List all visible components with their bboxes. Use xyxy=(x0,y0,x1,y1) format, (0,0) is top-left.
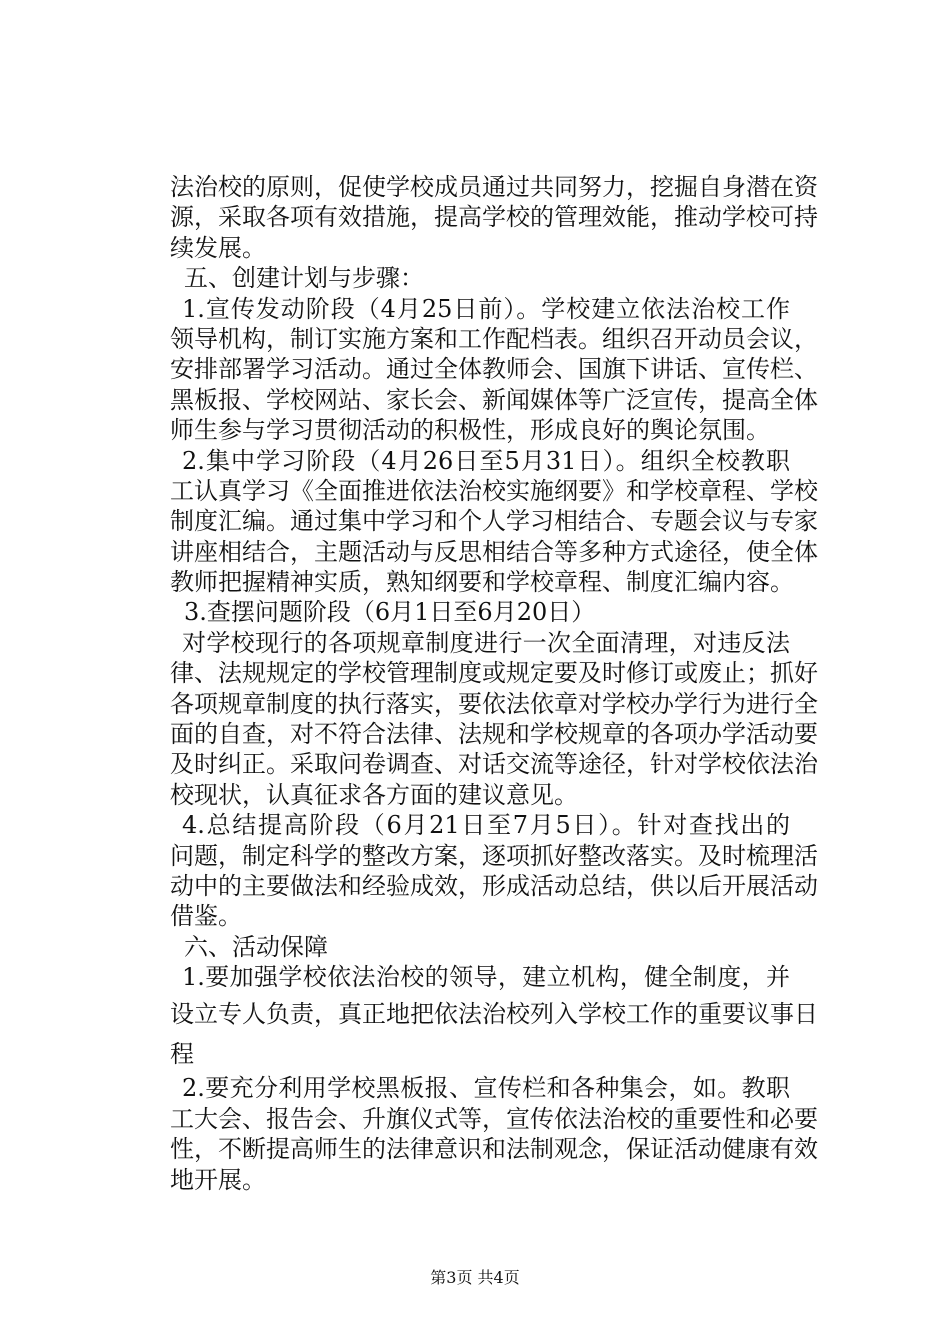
text-line: 律、法规规定的学校管理制度或规定要及时修订或废止；抓好 xyxy=(170,659,818,688)
text-line: 动中的主要做法和经验成效，形成活动总结，供以后开展活动 xyxy=(170,871,818,900)
text-line: 1.宣传发动阶段（4月25日前）。学校建立依法治校工作 xyxy=(182,294,790,323)
text-line: 领导机构，制订实施方案和工作配档表。组织召开动员会议， xyxy=(170,324,818,353)
text-line: 对学校现行的各项规章制度进行一次全面清理，对违反法 xyxy=(182,628,790,657)
text-line: 各项规章制度的执行落实，要依法依章对学校办学行为进行全 xyxy=(170,689,818,718)
text-line: 安排部署学习活动。通过全体教师会、国旗下讲话、宣传栏、 xyxy=(170,355,818,384)
text-line: 师生参与学习贯彻活动的积极性，形成良好的舆论氛围。 xyxy=(170,416,770,445)
text-line: 教师把握精神实质，熟知纲要和学校章程、制度汇编内容。 xyxy=(170,568,794,597)
text-line: 借鉴。 xyxy=(170,902,242,931)
text-line: 讲座相结合，主题活动与反思相结合等多种方式途径，使全体 xyxy=(170,537,818,566)
text-line: 2.要充分利用学校黑板报、宣传栏和各种集会，如。教职 xyxy=(182,1074,790,1103)
text-line: 源，采取各项有效措施，提高学校的管理效能，推动学校可持 xyxy=(170,203,818,232)
text-line: 4.总结提高阶段（6月21日至7月5日）。针对查找出的 xyxy=(182,811,790,840)
text-line: 法治校的原则，促使学校成员通过共同努力，挖掘自身潜在资 xyxy=(170,173,818,201)
page-footer: 第3页 共4页 xyxy=(430,1268,520,1287)
text-line: 工认真学习《全面推进依法治校实施纲要》和学校章程、学校 xyxy=(170,476,818,505)
section-heading: 3.查摆问题阶段（6月1日至6月20日） xyxy=(184,598,596,627)
text-line: 及时纠正。采取问卷调查、对话交流等途径，针对学校依法治 xyxy=(170,750,818,779)
text-line: 黑板报、学校网站、家长会、新闻媒体等广泛宣传，提高全体 xyxy=(170,385,818,414)
section-heading: 五、创建计划与步骤： xyxy=(184,264,424,293)
text-line: 续发展。 xyxy=(170,233,266,262)
section-heading: 六、活动保障 xyxy=(184,932,328,961)
text-line: 问题，制定科学的整改方案，逐项抓好整改落实。及时梳理活 xyxy=(170,841,818,870)
text-line: 工大会、报告会、升旗仪式等，宣传依法治校的重要性和必要 xyxy=(170,1104,818,1133)
text-line: 程 xyxy=(170,1039,194,1068)
text-line: 性，不断提高师生的法律意识和法制观念，保证活动健康有效 xyxy=(170,1135,818,1164)
text-line: 设立专人负责，真正地把依法治校列入学校工作的重要议事日 xyxy=(170,999,818,1028)
document-body xyxy=(170,172,818,1195)
text-line: 2.集中学习阶段（4月26日至5月31日）。组织全校教职 xyxy=(182,446,790,475)
text-line: 面的自查，对不符合法律、法规和学校规章的各项办学活动要 xyxy=(170,720,818,749)
text-line: 制度汇编。通过集中学习和个人学习相结合、专题会议与专家 xyxy=(170,507,818,536)
text-line: 地开展。 xyxy=(170,1165,266,1194)
text-line: 校现状，认真征求各方面的建议意见。 xyxy=(170,780,578,809)
text-line: 1.要加强学校依法治校的领导，建立机构，健全制度，并 xyxy=(182,963,790,992)
